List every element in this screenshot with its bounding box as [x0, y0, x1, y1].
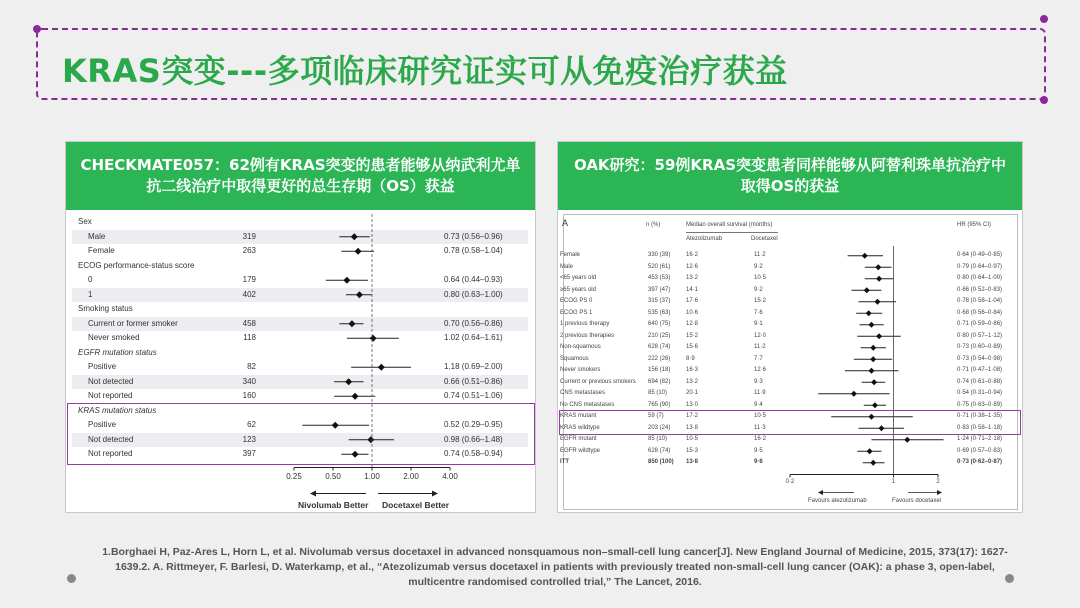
atezolizumab-median-os: 8·9 [686, 355, 695, 362]
axis-tick-label: 1 [891, 478, 896, 485]
axis-tick-label: 1.00 [364, 471, 380, 481]
patient-count: 62 [247, 420, 256, 429]
patient-count: 82 [247, 362, 256, 371]
hazard-ratio: 0.70 (0.56–0.86) [444, 318, 503, 328]
patient-count: 222 (26) [648, 355, 671, 362]
atezolizumab-median-os: 12·8 [686, 321, 699, 327]
subgroup-label: Female [88, 246, 115, 255]
hazard-ratio: 0·69 (0·57–0·83) [957, 447, 1003, 454]
atezolizumab-median-os: 20·1 [686, 390, 699, 396]
col-mos-header: Median overall survival (months) [686, 222, 773, 228]
oak-heading [558, 142, 1022, 210]
kras-highlight-box [67, 403, 535, 465]
docetaxel-median-os: 11·2 [754, 252, 766, 258]
docetaxel-median-os: 9·6 [754, 459, 763, 465]
docetaxel-median-os: 9·4 [754, 401, 763, 408]
favours-atezolizumab-label: Favours atezolizumab [808, 497, 867, 504]
hazard-ratio: 0·73 (0·62–0·87) [957, 459, 1003, 465]
subgroup-label: Non-squamous [560, 344, 601, 350]
docetaxel-median-os: 9·3 [754, 378, 763, 385]
estimate-marker [868, 368, 874, 374]
atezolizumab-median-os: 17·2 [686, 413, 699, 419]
subgroup-label: <65 years old [560, 275, 597, 281]
patient-count: 118 [243, 333, 256, 342]
estimate-marker [874, 299, 880, 305]
atezolizumab-median-os: 16·2 [686, 252, 699, 258]
atezolizumab-median-os: 15·6 [686, 344, 699, 350]
axis-tick-label: 0.25 [286, 471, 302, 481]
hazard-ratio: 0·83 (0·58–1·18) [957, 424, 1003, 431]
estimate-marker [348, 320, 355, 327]
subgroup-label: EGFR wildtype [560, 447, 601, 454]
patient-count: 85 (10) [648, 436, 668, 442]
patient-count: 263 [242, 246, 256, 255]
subgroup-label: Positive [88, 362, 117, 371]
arrow-head [937, 490, 942, 495]
col-hr-header: HR (95% CI) [957, 222, 992, 228]
estimate-marker [352, 393, 359, 400]
estimate-marker [870, 356, 876, 362]
estimate-marker [871, 379, 877, 385]
subgroup-label: 1 previous therapy [560, 321, 610, 327]
hazard-ratio: 0·80 (0·64–1·00) [957, 275, 1003, 281]
estimate-marker [343, 277, 350, 284]
oak-heading-line1: OAK研究：59例KRAS突变患者同样能够从阿替利珠单抗治疗中 [573, 156, 1007, 174]
axis-tick-label: 0.50 [325, 471, 341, 481]
subgroup-label: Female [560, 252, 581, 258]
subgroup-label: ECOG PS 0 [560, 298, 593, 304]
atezolizumab-median-os: 10·5 [686, 436, 699, 442]
subgroup-label: Positive [88, 420, 117, 429]
hazard-ratio: 0.64 (0.44–0.93) [444, 275, 503, 284]
estimate-marker [864, 287, 870, 293]
favours-docetaxel-label: Docetaxel Better [382, 499, 450, 510]
patient-count: 458 [242, 318, 256, 328]
hazard-ratio: 0.66 (0.51–0.86) [444, 376, 503, 386]
estimate-marker [378, 364, 385, 371]
hazard-ratio: 0·68 (0·56–0·84) [957, 309, 1003, 316]
estimate-marker [904, 437, 910, 443]
docetaxel-median-os: 12·6 [754, 367, 767, 373]
estimate-marker [875, 264, 881, 270]
reference-text: 1.Borghaei H, Paz-Ares L, Horn L, et al. Nivolumab versus docetaxel in advanced nonsquamous non–small-cell lung cancer[J]. New England Journal of Medicine, 2015, 373(17): 1627-1639.2. A. Rittmeyer, F. Barlesi, D. Waterkamp, et al., “Atezolizumab versus docetaxel in patients with previously treated non-small-cell lung cancer (OAK): a phase 3, open-label, multicentre randomised controlled trial,” The Lancet, 2016. [102, 546, 1008, 588]
estimate-marker [351, 233, 358, 240]
atezolizumab-median-os: 13·2 [686, 378, 699, 385]
estimate-marker [866, 310, 872, 316]
arrow-head [818, 490, 823, 495]
checkmate-panel [65, 141, 536, 513]
axis-tick-label: 2.00 [403, 471, 419, 481]
subgroup-label: Never smoked [88, 333, 140, 342]
hazard-ratio: 0·54 (0·31–0·94) [957, 390, 1003, 396]
patient-count: 160 [242, 391, 256, 400]
oak-panel [557, 141, 1023, 513]
hazard-ratio: 0·74 (0·61–0·88) [957, 378, 1003, 385]
hazard-ratio: 0.78 (0.58–1.04) [444, 246, 503, 255]
docetaxel-median-os: 7·6 [754, 309, 763, 316]
subgroup-label: Current or former smoker [88, 318, 178, 328]
patient-count: 123 [242, 434, 256, 444]
patient-count: 59 (7) [648, 413, 664, 419]
docetaxel-median-os: 10·5 [754, 275, 767, 281]
subgroup-label: Male [560, 263, 574, 270]
subgroup-header: ECOG performance-status score [78, 260, 195, 270]
col-doce-header: Docetaxel [751, 236, 778, 242]
subgroup-label: Squamous [560, 355, 589, 362]
docetaxel-median-os: 9·2 [754, 286, 763, 293]
subgroup-label: ITT [560, 459, 569, 465]
hazard-ratio: 0·79 (0·64–0·97) [957, 263, 1003, 270]
estimate-marker [355, 248, 362, 255]
atezolizumab-median-os: 15·3 [686, 447, 699, 454]
docetaxel-median-os: 10·5 [754, 413, 767, 419]
patient-count: 628 (74) [648, 344, 671, 350]
favours-nivolumab-label: Nivolumab Better [298, 499, 369, 510]
docetaxel-median-os: 9·5 [754, 447, 763, 454]
atezolizumab-median-os: 12·6 [686, 263, 699, 270]
atezolizumab-median-os: 10·6 [686, 309, 699, 316]
estimate-marker [867, 448, 873, 454]
hazard-ratio: 1.18 (0.69–2.00) [444, 362, 503, 371]
checkmate-forest-plot [66, 210, 535, 512]
oak-heading-line2: 取得OS的获益 [740, 177, 840, 195]
hazard-ratio: 0.74 (0.58–0.94) [444, 449, 503, 458]
estimate-marker [872, 402, 878, 408]
hazard-ratio: 0·80 (0·57–1·12) [957, 332, 1003, 339]
patient-count: 765 (90) [648, 401, 671, 408]
estimate-marker [870, 345, 876, 351]
subgroup-label: ECOG PS 1 [560, 309, 593, 316]
hazard-ratio: 0.74 (0.51–1.06) [444, 391, 503, 400]
atezolizumab-median-os: 13·8 [686, 459, 699, 465]
hazard-ratio: 0·71 (0·38–1·35) [957, 413, 1003, 419]
patient-count: 850 (100) [648, 459, 674, 465]
subgroup-header: KRAS mutation status [78, 405, 157, 415]
atezolizumab-median-os: 17·6 [686, 298, 699, 304]
hazard-ratio: 0·64 (0·49–0·85) [957, 252, 1003, 258]
patient-count: 628 (74) [648, 447, 671, 454]
atezolizumab-median-os: 13·8 [686, 424, 699, 431]
checkmate-heading-line1: CHECKMATE057：62例有KRAS突变的患者能够从纳武利尤单 [80, 156, 521, 174]
hazard-ratio: 0.98 (0.66–1.48) [444, 434, 503, 444]
subgroup-label: Male [88, 231, 106, 241]
patient-count: 402 [242, 289, 256, 299]
patient-count: 397 (47) [648, 286, 671, 293]
subgroup-label: No CNS metastases [560, 401, 615, 408]
docetaxel-median-os: 15·2 [754, 298, 767, 304]
estimate-marker [862, 253, 868, 259]
col-atezo-header: Atezolizumab [686, 236, 723, 242]
axis-tick-label: 0·2 [785, 478, 795, 485]
atezolizumab-median-os: 14·1 [686, 286, 699, 293]
patient-count: 85 (10) [648, 390, 668, 396]
patient-count: 319 [242, 231, 256, 241]
hazard-ratio: 0.73 (0.56–0.96) [444, 231, 503, 241]
subgroup-label: Current or previous smokers [560, 378, 636, 385]
subgroup-label: 0 [88, 275, 93, 284]
patient-count: 315 (37) [648, 298, 671, 304]
arrow-head [310, 491, 316, 497]
docetaxel-median-os: 16·2 [754, 436, 767, 442]
docetaxel-median-os: 11·3 [754, 424, 766, 431]
subgroup-header: EGFR mutation status [78, 347, 157, 357]
docetaxel-median-os: 11·9 [754, 390, 766, 396]
left-nav-dot [67, 574, 76, 583]
hazard-ratio: 0·75 (0·63–0·89) [957, 401, 1003, 408]
estimate-marker [868, 322, 874, 328]
slide-title: KRAS突变---多项临床研究证实可从免疫治疗获益 [62, 52, 788, 90]
axis-tick-label: 2 [936, 478, 940, 485]
hazard-ratio: 0·71 (0·47–1·08) [957, 367, 1003, 373]
subgroup-label: Never smokers [560, 367, 601, 373]
patient-count: 640 (75) [648, 321, 671, 327]
docetaxel-median-os: 11·2 [754, 344, 766, 350]
subgroup-label: 2 previous therapies [560, 332, 615, 339]
oak-plot-svg [558, 210, 1022, 510]
docetaxel-median-os: 9·2 [754, 263, 763, 270]
patient-count: 179 [242, 275, 256, 284]
patient-count: 156 (18) [648, 367, 671, 373]
subgroup-label: 1 [88, 289, 93, 299]
docetaxel-median-os: 9·1 [754, 321, 763, 327]
subgroup-header: Sex [78, 217, 92, 226]
atezolizumab-median-os: 15·2 [686, 332, 699, 339]
estimate-marker [870, 460, 876, 466]
subgroup-label: EGFR mutant [560, 436, 597, 442]
hazard-ratio: 0.52 (0.29–0.95) [444, 420, 503, 429]
patient-count: 535 (63) [648, 309, 671, 316]
panel-letter: A [562, 218, 569, 228]
subgroup-label: Not reported [88, 391, 133, 400]
checkmate-heading-line2: 抗二线治疗中取得更好的总生存期（OS）获益 [146, 177, 455, 195]
patient-count: 520 (61) [648, 263, 671, 270]
estimate-marker [356, 291, 363, 298]
estimate-marker [876, 276, 882, 282]
hazard-ratio: 0.80 (0.63–1.00) [444, 289, 503, 299]
frame-corner-dot [1040, 96, 1048, 104]
estimate-marker [851, 391, 857, 397]
right-nav-dot [1005, 574, 1014, 583]
arrow-head [432, 491, 438, 497]
frame-corner-dot [33, 25, 41, 33]
patient-count: 340 [242, 376, 256, 386]
subgroup-label: CNS metastases [560, 390, 606, 396]
patient-count: 203 (24) [648, 424, 671, 431]
subgroup-header: Smoking status [78, 304, 133, 313]
axis-tick-label: 4.00 [442, 471, 458, 481]
subgroup-label: Not detected [88, 376, 134, 386]
frame-corner-dot [1040, 15, 1048, 23]
checkmate-heading [66, 142, 535, 210]
hazard-ratio: 1·24 (0·71–2·18) [957, 436, 1003, 442]
estimate-marker [876, 333, 882, 339]
patient-count: 453 (53) [648, 275, 671, 281]
patient-count: 694 (82) [648, 378, 671, 385]
hazard-ratio: 0·66 (0·52–0·83) [957, 286, 1003, 293]
subgroup-label: Not detected [88, 434, 134, 444]
hazard-ratio: 0·71 (0·59–0·86) [957, 321, 1003, 327]
hazard-ratio: 0·78 (0·58–1·04) [957, 298, 1003, 304]
hazard-ratio: 0·73 (0·60–0·89) [957, 344, 1003, 350]
atezolizumab-median-os: 16·3 [686, 367, 699, 373]
estimate-marker [370, 335, 377, 342]
docetaxel-median-os: 7·7 [754, 355, 763, 362]
hazard-ratio: 0·73 (0·54–0·98) [957, 355, 1003, 362]
estimate-marker [345, 378, 352, 385]
docetaxel-median-os: 12·0 [754, 332, 767, 339]
subgroup-label: KRAS mutant [560, 413, 597, 419]
atezolizumab-median-os: 13·0 [686, 401, 699, 408]
patient-count: 330 (39) [648, 252, 671, 258]
patient-count: 397 [242, 449, 256, 458]
hazard-ratio: 1.02 (0.64–1.61) [444, 333, 503, 342]
atezolizumab-median-os: 13·2 [686, 275, 699, 281]
subgroup-label: KRAS wildtype [560, 424, 600, 431]
kras-highlight-box [559, 410, 1021, 435]
subgroup-label: ≥65 years old [560, 286, 596, 293]
oak-forest-plot [558, 210, 1022, 512]
subgroup-label: Not reported [88, 449, 133, 458]
favours-docetaxel-label: Favours docetaxel [892, 497, 942, 504]
col-n-header: n (%) [646, 222, 661, 228]
patient-count: 210 (25) [648, 332, 671, 339]
